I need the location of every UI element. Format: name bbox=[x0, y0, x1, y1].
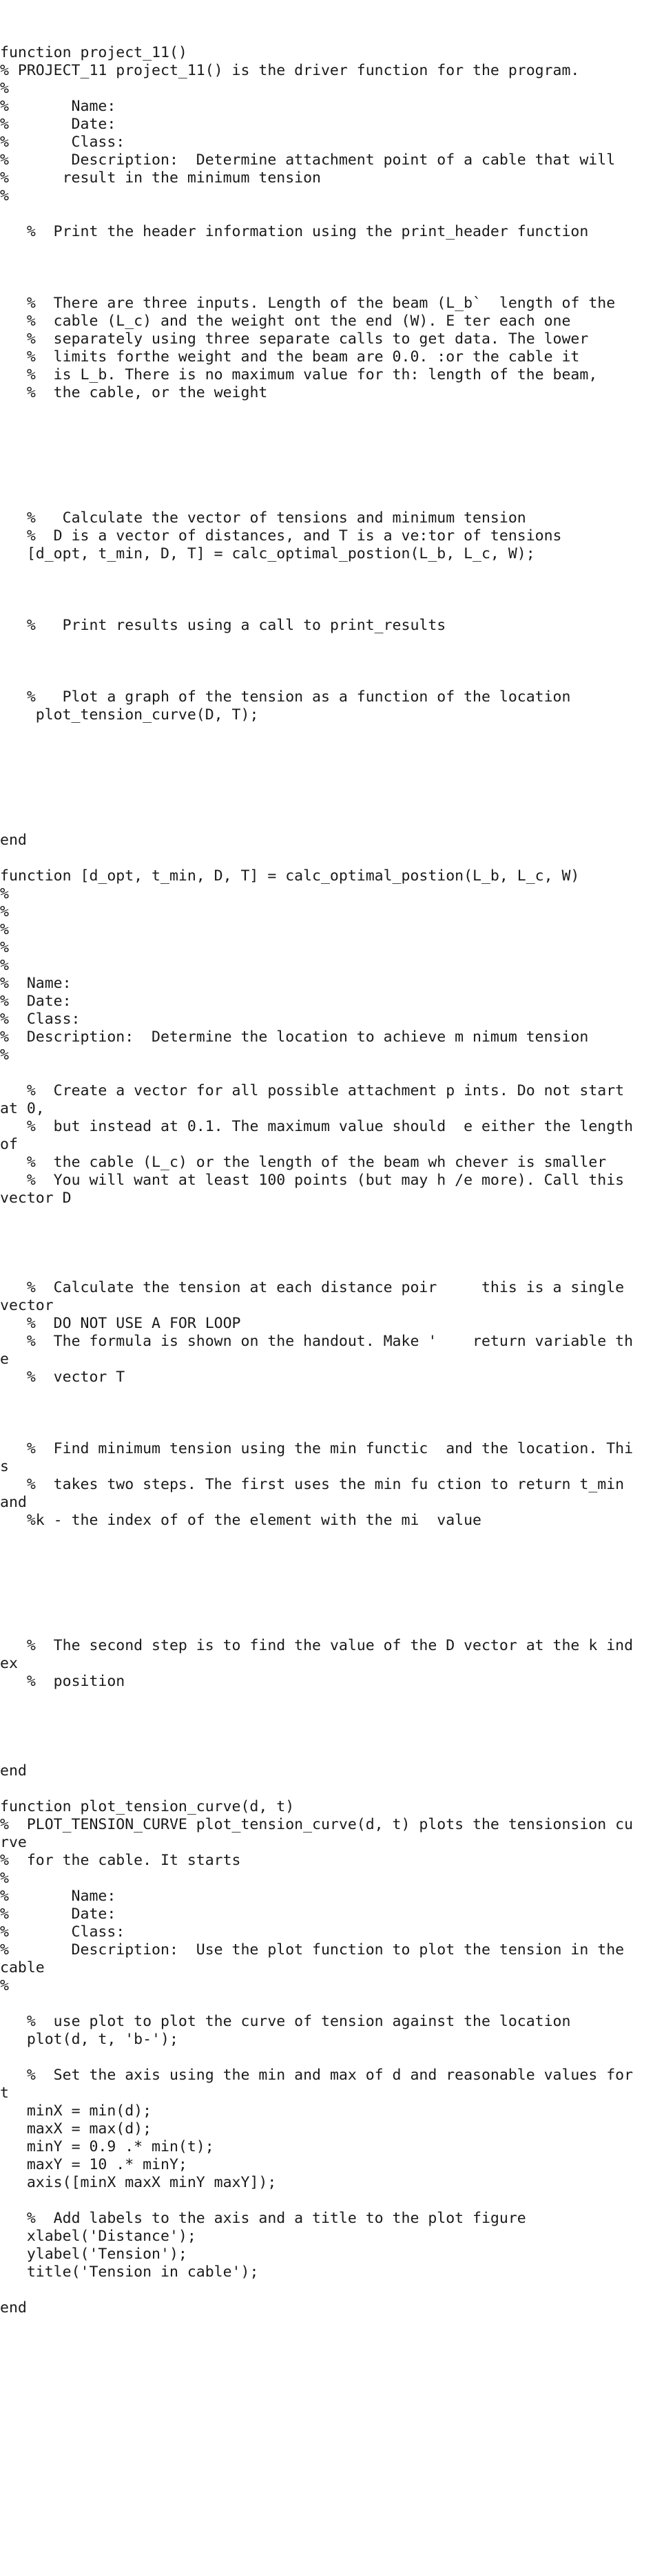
comment-line: % position bbox=[0, 1673, 125, 1690]
comment-line: % bbox=[0, 1977, 9, 1994]
blank-line bbox=[0, 1207, 639, 1225]
function-declaration: function [d_opt, t_min, D, T] = calc_optimal_postion(L_b, L_c, W) bbox=[0, 867, 580, 885]
blank-line bbox=[0, 492, 639, 509]
blank-line bbox=[0, 581, 639, 599]
comment-line: % bbox=[0, 957, 9, 974]
blank-line bbox=[0, 778, 639, 796]
comment-line: % bbox=[0, 885, 9, 902]
code-line: axis([minX maxX minY maxY]); bbox=[0, 2174, 277, 2191]
comment-line: % bbox=[0, 921, 9, 938]
end-keyword: end bbox=[0, 1762, 27, 1780]
comment-line: % takes two steps. The first uses the min fu ction to return t_min and bbox=[0, 1476, 634, 1511]
blank-line bbox=[0, 1548, 639, 1565]
comment-line: % bbox=[0, 187, 9, 204]
blank-line bbox=[0, 1261, 639, 1279]
comment-line: % Find minimum tension using the min functic and the location. This bbox=[0, 1440, 634, 1475]
code-line: title('Tension in cable'); bbox=[0, 2263, 259, 2281]
function-declaration: function plot_tension_curve(d, t) bbox=[0, 1798, 295, 1815]
comment-line: % PLOT_TENSION_CURVE plot_tension_curve(d, t) plots the tensionsion curve bbox=[0, 1816, 634, 1851]
comment-line: % The second step is to find the value of the D vector at the k index bbox=[0, 1637, 634, 1672]
blank-line bbox=[0, 796, 639, 814]
comment-line: % result in the minimum tension bbox=[0, 169, 321, 187]
blank-line bbox=[0, 1243, 639, 1261]
comment-line: % Description: Determine attachment point of a cable that will bbox=[0, 151, 616, 169]
comment-line: % Name: bbox=[0, 975, 72, 992]
code-line: maxX = max(d); bbox=[0, 2120, 152, 2137]
comment-line: % bbox=[0, 1870, 9, 1887]
comment-line: % Name: bbox=[0, 98, 116, 115]
blank-line bbox=[0, 438, 639, 456]
code-line: plot(d, t, 'b-'); bbox=[0, 2031, 178, 2048]
blank-line bbox=[0, 1601, 639, 1619]
blank-line bbox=[0, 2192, 639, 2210]
comment-line: % D is a vector of distances, and T is a ve:tor of tensions bbox=[0, 527, 562, 545]
blank-line bbox=[0, 1404, 639, 1422]
comment-line: % Plot a graph of the tension as a function of the location bbox=[0, 688, 571, 706]
blank-line bbox=[0, 849, 639, 867]
blank-line bbox=[0, 742, 639, 760]
comment-line: % Description: Determine the location to achieve m nimum tension bbox=[0, 1028, 589, 1046]
blank-line bbox=[0, 1709, 639, 1727]
blank-line bbox=[0, 760, 639, 778]
comment-line: % The formula is shown on the handout. Make ' return variable the bbox=[0, 1333, 634, 1368]
comment-line: % Description: Use the plot function to plot the tension in the cable bbox=[0, 1941, 634, 1976]
comment-line: % vector T bbox=[0, 1369, 125, 1386]
comment-line: % bbox=[0, 939, 9, 956]
blank-line bbox=[0, 2281, 639, 2299]
blank-line bbox=[0, 599, 639, 617]
comment-line: % You will want at least 100 points (but may h /e more). Call this vector D bbox=[0, 1172, 634, 1207]
code-line: minX = min(d); bbox=[0, 2102, 152, 2120]
comment-line: % Set the axis using the min and max of d and reasonable values for t bbox=[0, 2067, 642, 2102]
comment-line: % limits forthe weight and the beam are 0.0. :or the cable it bbox=[0, 348, 580, 366]
blank-line bbox=[0, 420, 639, 438]
blank-line bbox=[0, 724, 639, 742]
comment-line: % Date: bbox=[0, 1905, 116, 1923]
blank-line bbox=[0, 474, 639, 492]
comment-line: % bbox=[0, 1046, 9, 1064]
blank-line bbox=[0, 1619, 639, 1637]
blank-line bbox=[0, 277, 639, 295]
blank-line bbox=[0, 1422, 639, 1440]
comment-line: % DO NOT USE A FOR LOOP bbox=[0, 1315, 241, 1332]
blank-line bbox=[0, 259, 639, 277]
blank-line bbox=[0, 1727, 639, 1744]
comment-line: % Class: bbox=[0, 134, 125, 151]
comment-line: % Date: bbox=[0, 993, 72, 1010]
comment-line: % the cable (L_c) or the length of the beam wh chever is smaller bbox=[0, 1154, 607, 1171]
code-line: maxY = 10 .* minY; bbox=[0, 2156, 187, 2173]
blank-line bbox=[0, 456, 639, 474]
comment-line: % Class: bbox=[0, 1923, 125, 1941]
comment-line: % Date: bbox=[0, 116, 116, 133]
comment-line: % Print the header information using the print_header function bbox=[0, 223, 589, 240]
code-line: minY = 0.9 .* min(t); bbox=[0, 2138, 214, 2155]
comment-line: % the cable, or the weight bbox=[0, 384, 268, 401]
blank-line bbox=[0, 1386, 639, 1404]
comment-line: % There are three inputs. Length of the beam (L_b` length of the bbox=[0, 295, 616, 312]
blank-line bbox=[0, 1583, 639, 1601]
end-keyword: end bbox=[0, 2299, 27, 2316]
blank-line bbox=[0, 653, 639, 671]
comment-line: % is L_b. There is no maximum value for th: length of the beam, bbox=[0, 366, 598, 383]
comment-line: % PROJECT_11 project_11() is the driver function for the program. bbox=[0, 62, 580, 79]
comment-line: % Calculate the vector of tensions and minimum tension bbox=[0, 509, 526, 527]
blank-line bbox=[0, 1064, 639, 1082]
comment-line: % Name: bbox=[0, 1888, 116, 1905]
comment-line: % Print results using a call to print_results bbox=[0, 617, 446, 634]
comment-line: % Create a vector for all possible attachment p ints. Do not start at 0, bbox=[0, 1082, 634, 1117]
blank-line bbox=[0, 1530, 639, 1548]
comment-line: %k - the index of of the element with the mi value bbox=[0, 1512, 481, 1529]
code-line: [d_opt, t_min, D, T] = calc_optimal_postion(L_b, L_c, W); bbox=[0, 545, 535, 562]
code-line: xlabel('Distance'); bbox=[0, 2228, 196, 2245]
blank-line bbox=[0, 1225, 639, 1243]
blank-line bbox=[0, 1744, 639, 1762]
blank-line bbox=[0, 2049, 639, 2067]
end-keyword: end bbox=[0, 832, 27, 849]
blank-line bbox=[0, 241, 639, 259]
blank-line bbox=[0, 563, 639, 581]
blank-line bbox=[0, 1995, 639, 2013]
comment-line: % bbox=[0, 80, 9, 97]
blank-line bbox=[0, 1780, 639, 1798]
code-line: ylabel('Tension'); bbox=[0, 2246, 187, 2263]
blank-line bbox=[0, 402, 639, 420]
comment-line: % for the cable. It starts bbox=[0, 1852, 241, 1869]
comment-line: % use plot to plot the curve of tension against the location bbox=[0, 2013, 571, 2030]
blank-line bbox=[0, 671, 639, 688]
code-line: plot_tension_curve(D, T); bbox=[0, 706, 259, 724]
comment-line: % but instead at 0.1. The maximum value should e either the length of bbox=[0, 1118, 642, 1153]
blank-line bbox=[0, 635, 639, 653]
comment-line: % Class: bbox=[0, 1011, 81, 1028]
comment-line: % Calculate the tension at each distance poir this is a single vector bbox=[0, 1279, 634, 1314]
blank-line bbox=[0, 1565, 639, 1583]
blank-line bbox=[0, 205, 639, 223]
blank-line bbox=[0, 1691, 639, 1709]
comment-line: % separately using three separate calls to get data. The lower bbox=[0, 330, 589, 348]
comment-line: % cable (L_c) and the weight ont the end (W). E ter each one bbox=[0, 313, 571, 330]
function-declaration: function project_11() bbox=[0, 44, 187, 61]
comment-line: % Add labels to the axis and a title to the plot figure bbox=[0, 2210, 526, 2227]
blank-line bbox=[0, 814, 639, 832]
comment-line: % bbox=[0, 903, 9, 920]
